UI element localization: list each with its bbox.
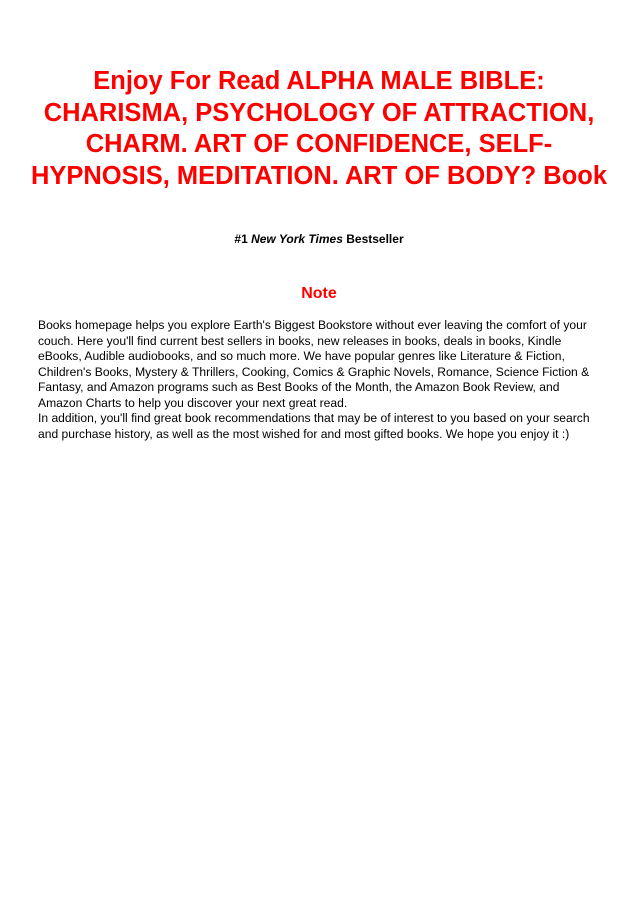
bestseller-tagline [0, 231, 638, 247]
note-body [38, 318, 603, 442]
tagline-prefix: #1 [234, 232, 252, 246]
tagline-suffix: Bestseller [342, 232, 404, 246]
tagline-publication: New York Times [251, 232, 343, 246]
note-paragraph: In addition, you'll find great book recommendations that may be of interest to you based on your search and purchase history, as well as the most wished for and most gifted books. We hope you enjoy it :) [38, 411, 590, 441]
page-title: Enjoy For Read ALPHA MALE BIBLE: CHARISMA, PSYCHOLOGY OF ATTRACTION, CHARM. ART OF CONFIDENCE, SELF-HYPNOSIS, MEDITATION. ART OF BODY? Book [30, 67, 608, 190]
note-paragraph: Books homepage helps you explore Earth's Biggest Bookstore without ever leaving the comfort of your couch. Here you'll find current best sellers in books, new releases in books, deals in books, Kindle eBooks, Audible audiobooks, and so much more. We have popular genres like Literature & Fiction, Children's Books, Mystery & Thrillers, Cooking, Comics & Graphic Novels, Romance, Science Fiction & Fantasy, and Amazon programs such as Best Books of the Month, the Amazon Book Review, and Amazon Charts to help you discover your next great read. [38, 318, 590, 410]
note-heading: Note [301, 285, 337, 302]
